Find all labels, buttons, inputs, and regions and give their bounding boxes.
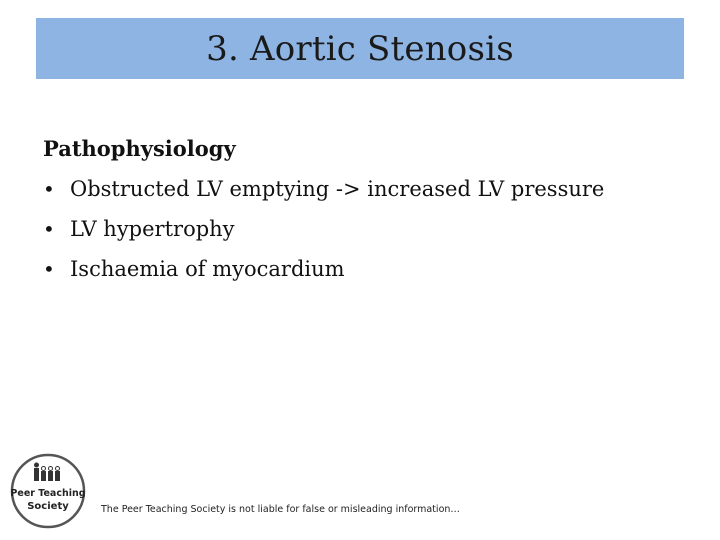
bullet-dot: •	[43, 177, 55, 201]
peer-teaching-society-logo	[8, 453, 88, 529]
slide-content	[43, 133, 703, 293]
bullet-list	[43, 173, 703, 285]
bullet-item	[43, 173, 703, 205]
logo-icon	[8, 453, 88, 529]
bullet-dot: •	[43, 257, 55, 281]
bullet-item	[43, 253, 703, 285]
section-heading: Pathophysiology	[43, 136, 236, 161]
svg-text:Society: Society	[27, 501, 69, 512]
slide-title: 3. Aortic Stenosis	[206, 28, 514, 69]
bullet-dot: •	[43, 217, 55, 241]
bullet-text: LV hypertrophy	[70, 217, 235, 241]
svg-text:Peer Teaching: Peer Teaching	[10, 488, 86, 499]
title-bar	[36, 18, 684, 79]
disclaimer-text: The Peer Teaching Society is not liable for false or misleading information…	[101, 504, 460, 515]
bullet-item	[43, 213, 703, 245]
bullet-text: Obstructed LV emptying -> increased LV pressure	[70, 177, 605, 201]
bullet-text: Ischaemia of myocardium	[70, 257, 345, 281]
